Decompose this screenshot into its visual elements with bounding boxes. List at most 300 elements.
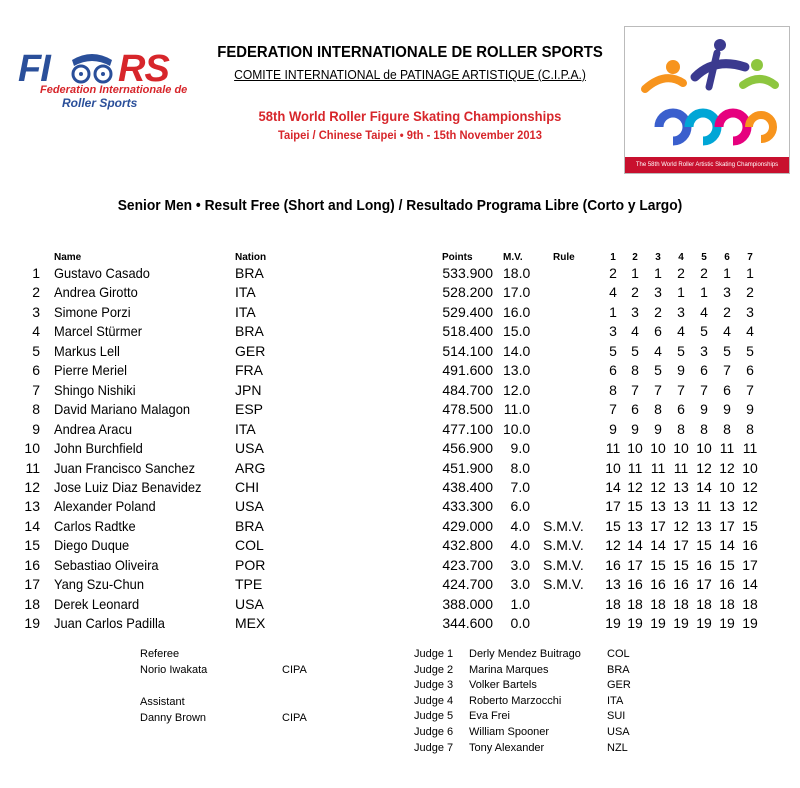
name-cell: Juan Carlos Padilla (54, 615, 165, 632)
name-cell: Derek Leonard (54, 595, 140, 612)
mv-cell: 8.0 (510, 459, 530, 476)
judge-5-placement-cell: 5 (700, 323, 708, 340)
table-row (0, 421, 800, 440)
name-cell: Alexander Poland (54, 498, 156, 515)
nation-cell: BRA (235, 265, 264, 281)
judge-5-placement-cell: 2 (700, 265, 708, 281)
judge-6-placement-cell: 9 (723, 401, 731, 418)
judge-label: Judge 1 (414, 648, 454, 660)
judge-7-placement-cell: 12 (742, 478, 758, 495)
assistant-label: Assistant (140, 696, 185, 708)
judge-4-placement-cell: 8 (677, 420, 685, 437)
table-row (0, 537, 800, 556)
judge-2-placement-cell: 13 (627, 517, 643, 534)
judge-1-placement-cell: 8 (609, 381, 617, 398)
judge-3-placement-cell: 17 (650, 517, 666, 534)
judge-2-placement-cell: 2 (631, 284, 639, 301)
judge-name: Derly Mendez Buitrago (469, 648, 581, 660)
judge-7-placement-cell: 15 (742, 517, 758, 534)
mv-cell: 4.0 (510, 517, 530, 534)
col-header-points: Points (442, 252, 473, 263)
table-row (0, 596, 800, 615)
judge-1-placement-cell: 9 (609, 420, 617, 437)
judge-1-placement-cell: 10 (605, 459, 621, 476)
judge-name: Volker Bartels (469, 679, 537, 692)
judge-1-placement-cell: 7 (609, 401, 617, 418)
points-cell: 388.000 (442, 595, 493, 612)
judge-6-placement-cell: 4 (723, 323, 731, 340)
name-cell: David Mariano Malagon (54, 401, 191, 418)
judge-6-placement-cell: 18 (719, 595, 735, 612)
points-cell: 344.600 (442, 615, 493, 632)
rank-cell: 13 (24, 498, 40, 515)
judge-5-placement-cell: 17 (696, 576, 712, 593)
referee-label: Referee (140, 648, 180, 660)
judge-5-placement-cell: 18 (696, 595, 712, 612)
judge-5-placement-cell: 3 (700, 342, 708, 359)
judge-3-placement-cell: 9 (654, 420, 662, 437)
firs-logo (18, 44, 190, 114)
points-cell: 484.700 (442, 381, 493, 398)
judge-7-placement-cell: 18 (742, 595, 758, 612)
judge-7-placement-cell: 19 (742, 615, 758, 632)
judge-5-placement-cell: 4 (700, 303, 708, 320)
points-cell: 529.400 (442, 303, 493, 320)
col-header-judge-4: 4 (678, 252, 684, 263)
judge-3-placement-cell: 3 (654, 284, 662, 301)
judge-nation: NZL (607, 741, 628, 754)
judge-1-placement-cell: 3 (609, 323, 617, 340)
rule-cell: S.M.V. (543, 517, 584, 534)
rank-cell: 17 (24, 576, 40, 593)
judge-6-placement-cell: 6 (723, 381, 731, 398)
judge-5-placement-cell: 13 (696, 517, 712, 534)
judge-5-placement-cell: 10 (696, 440, 712, 457)
judge-label: Judge 5 (414, 710, 454, 723)
nation-cell: BRA (235, 323, 264, 340)
mv-cell: 15.0 (503, 323, 531, 340)
judge-4-placement-cell: 19 (673, 615, 689, 632)
judge-6-placement-cell: 5 (723, 342, 731, 359)
judge-1-placement-cell: 2 (609, 265, 617, 281)
judge-1-placement-cell: 5 (609, 342, 617, 359)
judge-4-placement-cell: 11 (673, 459, 689, 476)
judge-5-placement-cell: 16 (696, 556, 712, 573)
judge-4-placement-cell: 10 (673, 440, 689, 457)
name-cell: Andrea Girotto (54, 284, 138, 301)
rank-cell: 18 (24, 595, 40, 612)
judge-2-placement-cell: 8 (631, 362, 639, 379)
judge-5-placement-cell: 19 (696, 615, 712, 632)
table-row (0, 323, 800, 342)
judge-7-placement-cell: 11 (742, 440, 758, 457)
judge-nation: USA (607, 726, 630, 738)
col-header-judge-5: 5 (701, 252, 707, 263)
rank-cell: 6 (32, 362, 40, 379)
name-cell: Juan Francisco Sanchez (54, 459, 196, 476)
logo-subtitle-line2: Roller Sports (62, 96, 138, 110)
judge-1-placement-cell: 15 (605, 517, 621, 534)
points-cell: 491.600 (442, 362, 493, 379)
judge-1-placement-cell: 19 (605, 615, 621, 632)
points-cell: 423.700 (442, 556, 493, 573)
table-row (0, 362, 800, 381)
name-cell: Diego Duque (54, 537, 130, 554)
judge-3-placement-cell: 8 (654, 401, 662, 418)
judge-3-placement-cell: 16 (650, 576, 666, 593)
points-cell: 429.000 (442, 517, 493, 534)
judge-2-placement-cell: 14 (627, 537, 643, 554)
judge-5-placement-cell: 1 (700, 284, 708, 301)
mv-cell: 11.0 (503, 401, 530, 418)
mv-cell: 4.0 (510, 537, 530, 554)
rank-cell: 7 (32, 381, 40, 398)
judge-5-placement-cell: 8 (700, 420, 708, 437)
rank-cell: 9 (32, 420, 40, 437)
points-cell: 518.400 (442, 323, 493, 340)
judge-7-placement-cell: 7 (746, 381, 754, 398)
points-cell: 477.100 (442, 420, 493, 437)
mv-cell: 16.0 (503, 303, 531, 320)
judge-3-placement-cell: 5 (654, 362, 662, 379)
rank-cell: 1 (32, 265, 40, 281)
judge-2-placement-cell: 1 (631, 265, 639, 281)
championship-emblem-icon (625, 27, 789, 157)
rule-cell: S.M.V. (543, 576, 584, 593)
judge-2-placement-cell: 3 (631, 303, 639, 320)
mv-cell: 18.0 (503, 265, 531, 281)
points-cell: 478.500 (442, 401, 493, 418)
name-cell: Marcel Stürmer (54, 323, 143, 340)
col-header-name: Name (54, 252, 82, 263)
name-cell: Andrea Aracu (54, 420, 133, 437)
judge-2-placement-cell: 5 (631, 342, 639, 359)
judge-5-placement-cell: 6 (700, 362, 708, 379)
org-subtitle: COMITE INTERNATIONAL de PATINAGE ARTISTIQUE (C.I.P.A.) (234, 67, 586, 82)
mv-cell: 13.0 (503, 362, 531, 379)
mv-cell: 14.0 (503, 342, 531, 359)
rank-cell: 19 (24, 615, 40, 632)
points-cell: 438.400 (442, 478, 493, 495)
judge-6-placement-cell: 15 (719, 556, 735, 573)
table-row (0, 460, 800, 479)
rank-cell: 4 (32, 323, 40, 340)
judge-label: Judge 2 (414, 663, 454, 676)
referee-name: Norio Iwakata (140, 664, 208, 676)
nation-cell: COL (235, 537, 264, 554)
judge-nation: BRA (607, 663, 630, 676)
judge-1-placement-cell: 6 (609, 362, 617, 379)
name-cell: Yang Szu-Chun (54, 576, 144, 593)
rank-cell: 10 (24, 440, 40, 457)
judge-3-placement-cell: 4 (654, 342, 662, 359)
judge-name: Roberto Marzocchi (469, 694, 562, 707)
judge-nation: SUI (607, 710, 626, 723)
judge-7-placement-cell: 10 (742, 459, 758, 476)
nation-cell: ARG (235, 459, 266, 476)
nation-cell: TPE (235, 576, 263, 593)
nation-cell: FRA (235, 362, 263, 379)
judge-7-placement-cell: 5 (746, 342, 754, 359)
rule-cell: S.M.V. (543, 556, 584, 573)
name-cell: Shingo Nishiki (54, 381, 136, 398)
judge-7-placement-cell: 16 (742, 537, 758, 554)
judge-7-placement-cell: 6 (746, 362, 754, 379)
table-row (0, 615, 800, 634)
nation-cell: ESP (235, 401, 264, 418)
judge-3-placement-cell: 18 (650, 595, 666, 612)
table-row (0, 304, 800, 323)
judge-name: William Spooner (469, 726, 550, 738)
judge-name: Eva Frei (469, 710, 510, 723)
judge-7-placement-cell: 8 (746, 420, 754, 437)
rank-cell: 14 (24, 517, 40, 534)
judge-4-placement-cell: 15 (673, 556, 689, 573)
judge-7-placement-cell: 9 (746, 401, 754, 418)
logo-subtitle-line1: Federation Internationale de (40, 84, 188, 96)
mv-cell: 9.0 (510, 440, 530, 457)
col-header-mv: M.V. (503, 252, 523, 263)
judge-6-placement-cell: 13 (719, 498, 735, 515)
name-cell: Jose Luiz Diaz Benavidez (54, 478, 202, 495)
judge-1-placement-cell: 1 (609, 303, 617, 320)
judge-6-placement-cell: 16 (719, 576, 735, 593)
judge-name: Tony Alexander (469, 741, 545, 754)
judge-2-placement-cell: 18 (627, 595, 643, 612)
table-row (0, 382, 800, 401)
rule-cell: S.M.V. (543, 537, 584, 554)
rank-cell: 11 (25, 459, 40, 476)
judge-label: Judge 3 (414, 679, 454, 692)
judge-7-placement-cell: 1 (746, 265, 754, 281)
judge-2-placement-cell: 15 (627, 498, 643, 515)
judge-1-placement-cell: 11 (605, 440, 621, 457)
rank-cell: 5 (32, 342, 40, 359)
assistant-org: CIPA (282, 712, 307, 724)
nation-cell: USA (235, 498, 264, 515)
judge-7-placement-cell: 14 (742, 576, 758, 593)
mv-cell: 3.0 (510, 556, 530, 573)
judge-6-placement-cell: 19 (719, 615, 735, 632)
judge-6-placement-cell: 12 (719, 459, 735, 476)
judge-1-placement-cell: 17 (605, 498, 621, 515)
judge-7-placement-cell: 3 (746, 303, 754, 320)
judge-3-placement-cell: 13 (650, 498, 666, 515)
judge-3-placement-cell: 7 (654, 381, 662, 398)
table-row (0, 343, 800, 362)
mv-cell: 17.0 (503, 284, 531, 301)
points-cell: 451.900 (442, 459, 493, 476)
judge-4-placement-cell: 18 (673, 595, 689, 612)
championship-logo (624, 26, 790, 174)
mv-cell: 1.0 (510, 595, 530, 612)
judge-7-placement-cell: 2 (746, 284, 754, 301)
judge-3-placement-cell: 15 (650, 556, 666, 573)
org-title: FEDERATION INTERNATIONALE DE ROLLER SPORTS (217, 44, 603, 61)
points-cell: 514.100 (442, 342, 493, 359)
name-cell: Carlos Radtke (54, 517, 136, 534)
table-row (0, 576, 800, 595)
judge-6-placement-cell: 10 (719, 478, 735, 495)
judge-1-placement-cell: 4 (609, 284, 617, 301)
judge-nation: GER (607, 679, 631, 692)
judge-3-placement-cell: 11 (650, 459, 666, 476)
judge-2-placement-cell: 11 (627, 459, 643, 476)
table-row (0, 557, 800, 576)
judge-1-placement-cell: 12 (605, 537, 621, 554)
event-title: 58th World Roller Figure Skating Championships (258, 108, 562, 124)
nation-cell: POR (235, 556, 266, 573)
col-header-judge-2: 2 (632, 252, 638, 263)
logo-mark-fi: FI (18, 48, 50, 90)
name-cell: Gustavo Casado (54, 265, 150, 281)
judge-6-placement-cell: 17 (719, 517, 735, 534)
judge-4-placement-cell: 13 (673, 498, 689, 515)
judge-nation: COL (607, 648, 630, 660)
judge-label: Judge 7 (414, 741, 454, 754)
rank-cell: 2 (32, 284, 40, 301)
judge-3-placement-cell: 6 (654, 323, 662, 340)
judge-5-placement-cell: 15 (696, 537, 712, 554)
judge-2-placement-cell: 16 (627, 576, 643, 593)
name-cell: John Burchfield (54, 440, 143, 457)
judge-4-placement-cell: 5 (677, 342, 685, 359)
col-header-judge-7: 7 (747, 252, 753, 263)
event-subtitle: Taipei / Chinese Taipei • 9th - 15th November 2013 (277, 128, 542, 142)
table-row (0, 440, 800, 459)
name-cell: Sebastiao Oliveira (54, 556, 159, 573)
table-row (0, 265, 800, 284)
judge-6-placement-cell: 7 (723, 362, 731, 379)
result-title: Senior Men • Result Free (Short and Long) / Resultado Programa Libre (Corto y Largo) (117, 197, 683, 214)
judge-1-placement-cell: 13 (605, 576, 621, 593)
col-header-judge-1: 1 (610, 252, 616, 263)
points-cell: 533.900 (442, 265, 493, 281)
judge-4-placement-cell: 17 (673, 537, 689, 554)
points-cell: 433.300 (442, 498, 493, 515)
table-row (0, 401, 800, 420)
col-header-nation: Nation (235, 252, 267, 263)
judge-6-placement-cell: 14 (719, 537, 735, 554)
judge-4-placement-cell: 12 (673, 517, 689, 534)
rank-cell: 12 (24, 478, 40, 495)
judge-4-placement-cell: 6 (677, 401, 685, 418)
judge-7-placement-cell: 4 (746, 323, 754, 340)
judge-2-placement-cell: 6 (631, 401, 639, 418)
judge-nation: ITA (607, 694, 624, 707)
judge-3-placement-cell: 2 (654, 303, 662, 320)
judge-6-placement-cell: 2 (723, 303, 731, 320)
championship-logo-caption: The 58th World Roller Artistic Skating Championships (625, 157, 789, 173)
judge-3-placement-cell: 12 (650, 478, 666, 495)
judge-name: Marina Marques (469, 663, 549, 676)
judge-4-placement-cell: 3 (677, 303, 685, 320)
judge-2-placement-cell: 4 (631, 323, 639, 340)
judge-1-placement-cell: 16 (605, 556, 621, 573)
judge-4-placement-cell: 16 (673, 576, 689, 593)
judge-5-placement-cell: 9 (700, 401, 708, 418)
mv-cell: 7.0 (510, 478, 530, 495)
judge-6-placement-cell: 8 (723, 420, 731, 437)
rank-cell: 15 (24, 537, 40, 554)
nation-cell: ITA (235, 303, 256, 320)
table-row (0, 498, 800, 517)
points-cell: 456.900 (442, 440, 493, 457)
judge-3-placement-cell: 14 (650, 537, 666, 554)
judge-6-placement-cell: 1 (723, 265, 731, 281)
points-cell: 528.200 (442, 284, 493, 301)
nation-cell: USA (235, 595, 264, 612)
nation-cell: MEX (235, 615, 266, 632)
judge-2-placement-cell: 19 (627, 615, 643, 632)
judge-6-placement-cell: 11 (719, 440, 735, 457)
nation-cell: ITA (235, 284, 256, 301)
judge-4-placement-cell: 9 (677, 362, 685, 379)
referee-org: CIPA (282, 664, 307, 676)
judge-2-placement-cell: 7 (631, 381, 639, 398)
assistant-name: Danny Brown (140, 712, 207, 724)
judge-label: Judge 4 (414, 694, 454, 707)
judge-7-placement-cell: 17 (742, 556, 758, 573)
name-cell: Simone Porzi (54, 303, 131, 320)
mv-cell: 6.0 (510, 498, 530, 515)
col-header-judge-3: 3 (655, 252, 661, 263)
judge-2-placement-cell: 12 (627, 478, 643, 495)
judge-4-placement-cell: 13 (673, 478, 689, 495)
nation-cell: USA (235, 440, 264, 457)
mv-cell: 10.0 (503, 420, 531, 437)
judge-5-placement-cell: 11 (696, 498, 712, 515)
col-header-rule: Rule (553, 252, 575, 263)
nation-cell: ITA (235, 420, 256, 437)
judge-3-placement-cell: 10 (650, 440, 666, 457)
name-cell: Pierre Meriel (54, 362, 128, 379)
judge-2-placement-cell: 10 (627, 440, 643, 457)
judge-3-placement-cell: 1 (654, 265, 662, 281)
table-row (0, 518, 800, 537)
mv-cell: 12.0 (503, 381, 531, 398)
rank-cell: 3 (32, 303, 40, 320)
skate-wheel-icon (70, 50, 114, 84)
judge-4-placement-cell: 1 (677, 284, 685, 301)
judge-label: Judge 6 (414, 726, 454, 738)
points-cell: 432.800 (442, 537, 493, 554)
nation-cell: BRA (235, 517, 264, 534)
judge-1-placement-cell: 14 (605, 478, 621, 495)
col-header-judge-6: 6 (724, 252, 730, 263)
judge-5-placement-cell: 7 (700, 381, 708, 398)
table-row (0, 284, 800, 303)
judge-5-placement-cell: 12 (696, 459, 712, 476)
judge-2-placement-cell: 9 (631, 420, 639, 437)
judge-6-placement-cell: 3 (723, 284, 731, 301)
judge-4-placement-cell: 7 (677, 381, 685, 398)
mv-cell: 0.0 (510, 615, 530, 632)
judge-2-placement-cell: 17 (627, 556, 643, 573)
judge-4-placement-cell: 2 (677, 265, 685, 281)
judge-1-placement-cell: 18 (605, 595, 621, 612)
points-cell: 424.700 (442, 576, 493, 593)
mv-cell: 3.0 (510, 576, 530, 593)
judge-7-placement-cell: 12 (742, 498, 758, 515)
nation-cell: GER (235, 342, 266, 359)
name-cell: Markus Lell (54, 342, 120, 359)
judge-4-placement-cell: 4 (677, 323, 685, 340)
nation-cell: JPN (235, 381, 262, 398)
rank-cell: 8 (32, 401, 40, 418)
judge-5-placement-cell: 14 (696, 478, 712, 495)
rank-cell: 16 (24, 556, 40, 573)
